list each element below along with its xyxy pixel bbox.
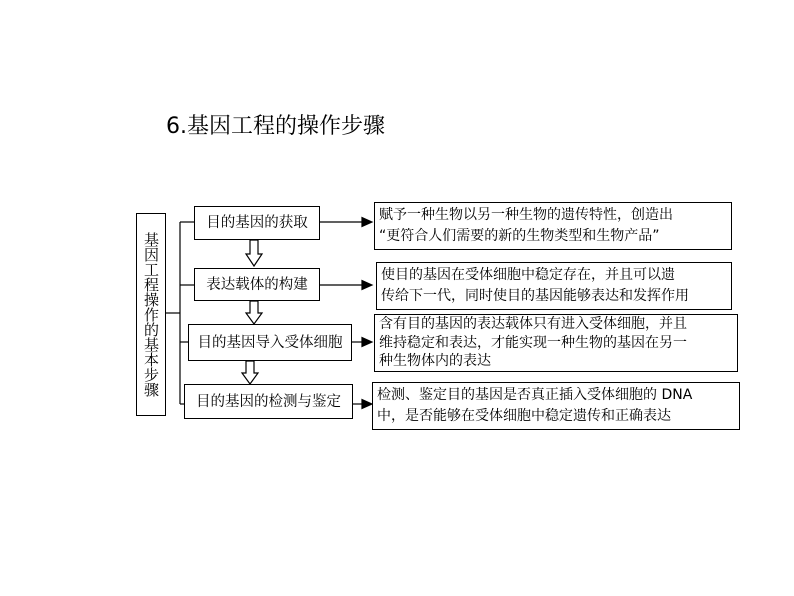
root-label: 基因工程操作的基本步骤: [142, 232, 160, 397]
down-arrow-1: [246, 240, 262, 266]
desc-box-2: [376, 262, 732, 310]
desc-4-line-1: 检测、鉴定目的基因是否真正插入受体细胞的 DNA: [377, 387, 693, 403]
desc-box-1: [374, 202, 732, 250]
down-arrow-2: [246, 301, 262, 324]
step-label-2: 表达载体的构建: [206, 276, 308, 293]
down-arrow-3: [242, 361, 258, 384]
arrowhead-right-3: [362, 338, 372, 347]
desc-4-line-2: 中，是否能够在受体细胞中稳定遗传和正确表达: [377, 408, 671, 424]
step-box-1: [194, 206, 320, 240]
desc-3-line-1: 含有目的基因的表达载体只有进入受体细胞，并且: [379, 316, 687, 332]
arrowhead-right-2: [362, 281, 372, 290]
page-title: 6.基因工程的操作步骤: [166, 114, 385, 139]
desc-2-line-2: 传给下一代，同时使目的基因能够表达和发挥作用: [381, 288, 689, 304]
step-box-2: [194, 268, 320, 301]
desc-1-line-2: “更符合人们需要的新的生物类型和生物产品”: [379, 228, 660, 244]
desc-box-3: [374, 314, 738, 372]
desc-3-line-2: 维持稳定和表达，才能实现一种生物的基因在另一: [379, 334, 687, 351]
arrowhead-right-1: [362, 218, 372, 227]
step-box-4: [184, 384, 353, 419]
step-box-3: [188, 324, 352, 361]
desc-box-4: [372, 382, 740, 430]
step-label-1: 目的基因的获取: [206, 215, 308, 231]
arrowhead-right-4: [362, 400, 372, 409]
desc-2-line-1: 使目的基因在受体细胞中稳定存在，并且可以遗: [381, 267, 675, 283]
desc-3-line-3: 种生物体内的表达: [379, 353, 491, 369]
root-box: [136, 213, 166, 416]
desc-1-line-1: 赋予一种生物以另一种生物的遗传特性，创造出: [379, 207, 673, 223]
step-label-4: 目的基因的检测与鉴定: [196, 393, 341, 410]
step-label-3: 目的基因导入受体细胞: [197, 334, 343, 351]
